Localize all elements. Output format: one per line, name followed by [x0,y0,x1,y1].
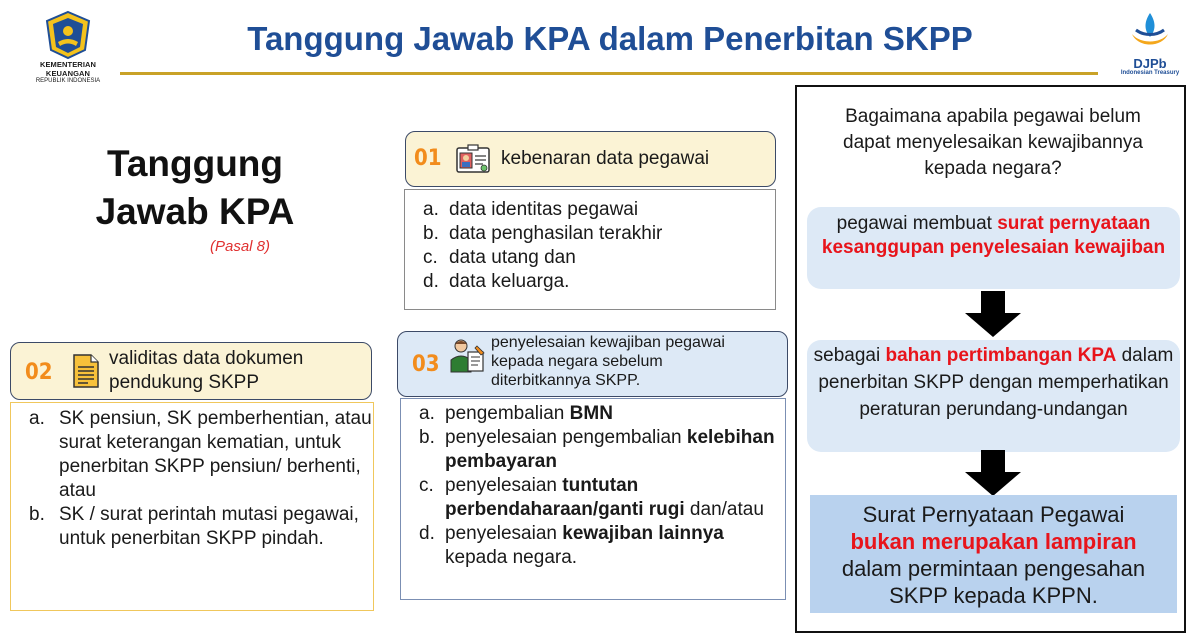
main-heading [60,140,330,236]
list-item: a. pengembalian BMN [419,403,613,424]
list-item: b. SK / surat perintah mutasi pegawai, untuk penerbitan SKPP pindah. [29,504,359,549]
section-03-title: penyelesaian kewajiban pegawai kepada negara sebelum diterbitkannya SKPP. [491,334,725,389]
ministry-name: KEMENTERIAN KEUANGAN [39,60,97,78]
step-1-box: pegawai membuat surat pernyataan kesanggupan penyelesaian kewajiban [807,207,1180,289]
section-03-list-box [400,398,786,600]
list-item: d. data keluarga. [423,271,570,292]
step-3-box: Surat Pernyataan Pegawai bukan merupakan lampiran dalam permintaan pengesahan SKPP kepada KPPN. [810,495,1177,613]
list-item: c. penyelesaian tuntutan perbendaharaan/ganti rugi dan/atau [419,475,764,520]
djpb-name: DJPb [1133,56,1167,71]
section-03-number: 03 [412,352,440,377]
garuda-emblem-icon [42,10,94,60]
section-02-list-box [10,402,374,611]
list-item: b. data penghasilan terakhir [423,223,663,244]
djpb-emblem-icon [1126,10,1174,52]
section-02-title: validitas data dokumen pendukung SKPP [109,348,304,393]
title-underline [120,72,1098,75]
section-01-list-box [404,189,776,310]
pasal-reference: (Pasal 8) [210,238,271,255]
heading-line1: Tanggung [106,143,284,184]
panel-question: Bagaimana apabila pegawai belum dapat menyelesaikan kewajibannya kepada negara? [843,106,1143,179]
list-item: b. penyelesaian pengembalian kelebihan pembayaran [419,427,775,472]
officer-document-icon [450,338,486,379]
down-arrow-icon [963,450,1023,496]
ministry-logo [22,10,114,82]
section-01-header [405,131,776,187]
section-02-number: 02 [25,360,53,385]
document-icon [71,353,101,394]
list-item: d. penyelesaian kewajiban lainnya kepada negara. [419,523,724,568]
section-03-header [397,331,788,397]
section-01-title: kebenaran data pegawai [501,148,710,169]
section-02-header [10,342,372,400]
djpb-logo [1110,10,1190,82]
section-01-number: 01 [414,146,442,171]
republic-name: REPUBLIK INDONESIA [35,78,101,84]
id-card-icon [456,144,490,179]
down-arrow-icon [963,291,1023,337]
list-item: c. data utang dan [423,247,576,268]
page-title: Tanggung Jawab KPA dalam Penerbitan SKPP [247,20,973,57]
treasury-name: Indonesian Treasury [1120,70,1180,76]
step-2-box: sebagai bahan pertimbangan KPA dalam penerbitan SKPP dengan memperhatikan peraturan perundang-undangan [807,340,1180,452]
heading-line2: Jawab KPA [95,191,295,232]
list-item: a. data identitas pegawai [423,199,639,220]
list-item: a. SK pensiun, SK pemberhentian, atau surat keterangan kematian, untuk penerbitan SKPP pensiun/ berhenti, atau [29,408,372,501]
